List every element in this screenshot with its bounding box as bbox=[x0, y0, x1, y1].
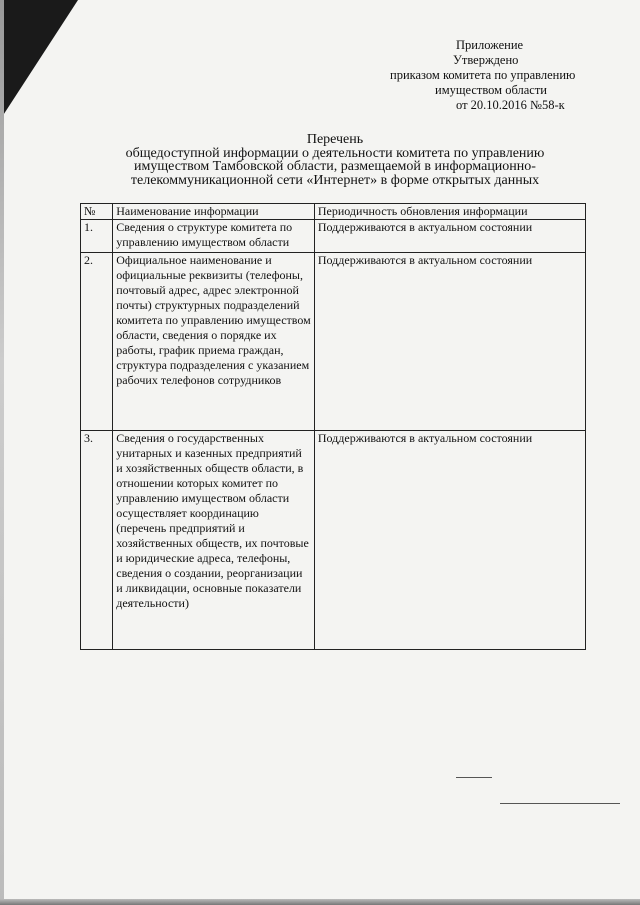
information-table bbox=[80, 203, 586, 650]
title-line: Перечень bbox=[306, 132, 364, 147]
scan-bottom-edge bbox=[0, 899, 640, 905]
approval-line: от 20.10.2016 №58-к bbox=[456, 98, 565, 112]
approval-line: имуществом области bbox=[435, 83, 547, 97]
row-name: Сведения о государственных унитарных и казенных предприятий и хозяйственных обществ области, в отношении которых комитет по управлению имуществом области осуществляет координацию (перечень предприятий и хозяйственных обществ, их почтовые и юридические адреса, телефоны, сведения о создании, реорганизации и ликвидации, основные показатели деятельности) bbox=[113, 431, 315, 650]
title-line: общедоступной информации о деятельности комитета по управлению bbox=[125, 145, 545, 161]
scan-mark bbox=[456, 777, 492, 778]
table-header-row bbox=[81, 204, 586, 220]
approval-line: приказом комитета по управлению bbox=[390, 68, 576, 82]
table-row bbox=[81, 431, 586, 650]
scan-left-edge bbox=[0, 0, 4, 905]
header-number: № bbox=[81, 204, 113, 220]
row-period: Поддерживаются в актуальном состоянии bbox=[314, 220, 585, 253]
row-number: 2. bbox=[81, 253, 113, 431]
row-name: Официальное наименование и официальные реквизиты (телефоны, почтовый адрес, адрес электронной почты) структурных подразделений комитета по управлению имуществом области, сведения о порядке их работы, график приема граждан, структура подразделения с указанием рабочих телефонов сотрудников bbox=[113, 253, 315, 431]
row-number: 1. bbox=[81, 220, 113, 253]
title-line: телекоммуникационной сети «Интернет» в форме открытых данных bbox=[130, 172, 540, 188]
scan-corner-shadow bbox=[0, 0, 78, 120]
row-number: 3. bbox=[81, 431, 113, 650]
row-period: Поддерживаются в актуальном состоянии bbox=[314, 253, 585, 431]
row-name: Сведения о структуре комитета по управлению имуществом области bbox=[113, 220, 315, 253]
document-title bbox=[70, 133, 600, 187]
header-period: Периодичность обновления информации bbox=[314, 204, 585, 220]
scan-mark bbox=[500, 803, 620, 804]
header-name: Наименование информации bbox=[113, 204, 315, 220]
approval-line: Приложение bbox=[456, 38, 524, 52]
approval-line: Утверждено bbox=[453, 53, 519, 67]
table-row bbox=[81, 253, 586, 431]
row-period: Поддерживаются в актуальном состоянии bbox=[314, 431, 585, 650]
approval-block bbox=[380, 38, 610, 113]
table-row bbox=[81, 220, 586, 253]
title-line: имуществом Тамбовской области, размещаемой в информационно- bbox=[134, 159, 536, 174]
